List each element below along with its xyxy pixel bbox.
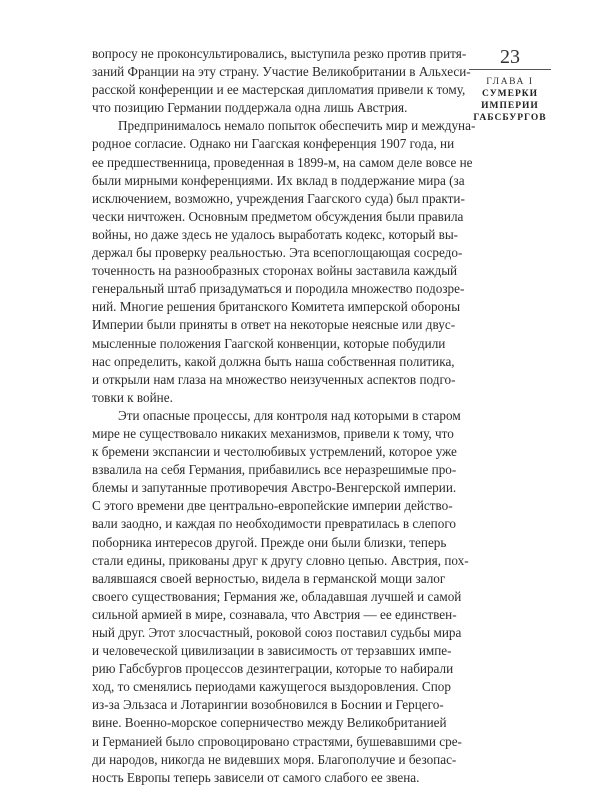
text-line: родное согласие. Однако ни Гаагская конференция 1907 года, ни — [92, 136, 455, 152]
text-line: исключением, возможно, учреждения Гаагского суда) был практи- — [92, 190, 465, 206]
text-line: ный друг. Этот злосчастный, роковой союз поставил судьбы мира — [92, 625, 462, 640]
text-line: генеральный штаб призадуматься и породила множество подозре- — [92, 281, 465, 297]
text-line: были мирными конференциями. Их вклад в поддержание мира (за — [92, 172, 465, 188]
text-line: товки к войне. — [92, 389, 173, 405]
text-line: и открыли нам глаза на множество неизученных аспектов подго- — [92, 371, 456, 387]
text-line: вали заодно, и каждая по необходимости превратилась в слепого — [92, 516, 456, 532]
text-line: расской конференции и ее мастерская дипломатия привели к тому, — [92, 82, 466, 98]
text-line: мире не существовало никаких механизмов, привели к тому, что — [92, 425, 454, 441]
text-line: ний. Многие решения британского Комитета имперской обороны — [92, 299, 461, 315]
text-line: нас определить, какой должна быть наша собственная политика, — [92, 353, 455, 369]
text-line: чески ничтожен. Основным предметом обсуждения были правила — [92, 208, 464, 224]
text-line: стали едины, прикованы друг к другу словно цепью. Австрия, пох- — [92, 552, 469, 568]
text-line: держал бы проверку реальностью. Эта всепоглощающая сосредо- — [92, 245, 463, 261]
chapter-label: ГЛАВА I — [486, 77, 534, 87]
text-line: заний Франции на эту страну. Участие Великобритании в Альхеси- — [92, 64, 471, 80]
text-line: блемы и запутанные противоречия Австро-Венгерской империи. — [92, 480, 457, 496]
text-line: к бремени экспансии и честолюбивых устремлений, которое уже — [92, 444, 457, 460]
text-line: ность Европы теперь зависели от самого слабого ее звена. — [92, 769, 420, 785]
text-line: точенность на разнообразных сторонах войны заставила каждый — [92, 263, 458, 279]
header-rule — [469, 69, 551, 70]
text-line: рию Габсбургов процессов дезинтеграции, которые то набирали — [92, 661, 454, 677]
text-line: С этого времени две центрально-европейские империи действо- — [92, 498, 453, 514]
text-line: взвалила на себя Германия, прибавились все неразрешимые про- — [92, 462, 457, 478]
chapter-title-line: ГАБСБУРГОВ — [473, 113, 547, 123]
paragraph — [92, 117, 476, 407]
text-line: валявшаяся своей верностью, видела в германской мощи залог — [92, 570, 446, 586]
text-line: что позицию Германии поддержала одна лишь Австрия. — [92, 100, 408, 116]
text-line: мысленные положения Гаагской конвенции, которые побудили — [92, 335, 446, 351]
text-line: Империи были приняты в ответ на некоторые неясные или двус- — [92, 317, 456, 333]
text-line: своего существования; Германия же, обладавшая лучшей и самой — [92, 588, 462, 604]
text-line: ди народов, никогда не видевших моря. Благополучие и безопас- — [92, 751, 457, 767]
chapter-title — [462, 88, 558, 124]
text-line: ход, то сменялись периодами кажущегося выздоровления. Спор — [92, 679, 451, 695]
paragraph — [92, 45, 471, 117]
chapter-title-line: СУМЕРКИ — [481, 89, 539, 99]
text-line: ее предшественница, проведенная в 1899-м, на самом деле вовсе не — [92, 154, 473, 170]
text-line: и Германией было спровоцировано страстями, бушевавшими сре- — [92, 733, 462, 749]
text-line: вине. Военно-морское соперничество между Великобританией — [92, 715, 447, 731]
text-line: Эти опасные процессы, для контроля над которыми в старом — [118, 407, 461, 423]
text-line: и человеческой цивилизации в зависимость от терзавших импе- — [92, 643, 452, 659]
text-line: поборника интересов другой. Прежде они были близки, теперь — [92, 534, 447, 550]
body-text — [92, 45, 476, 787]
text-line: из-за Эльзаса и Лотарингии возобновился в Боснии и Герцего- — [92, 697, 444, 713]
chapter-title-line: ИМПЕРИИ — [481, 101, 539, 111]
text-line: вопросу не проконсультировались, выступила резко против притя- — [92, 46, 467, 61]
text-line: войны, но даже здесь не удалось выработать кодекс, который вы- — [92, 226, 459, 242]
text-line: сильной армией в мире, сознавала, что Австрия — ее единствен- — [92, 606, 457, 622]
paragraph — [92, 407, 469, 787]
text-line: Предпринималось немало попыток обеспечить мир и междуна- — [118, 118, 476, 134]
page-number: 23 — [500, 46, 520, 68]
